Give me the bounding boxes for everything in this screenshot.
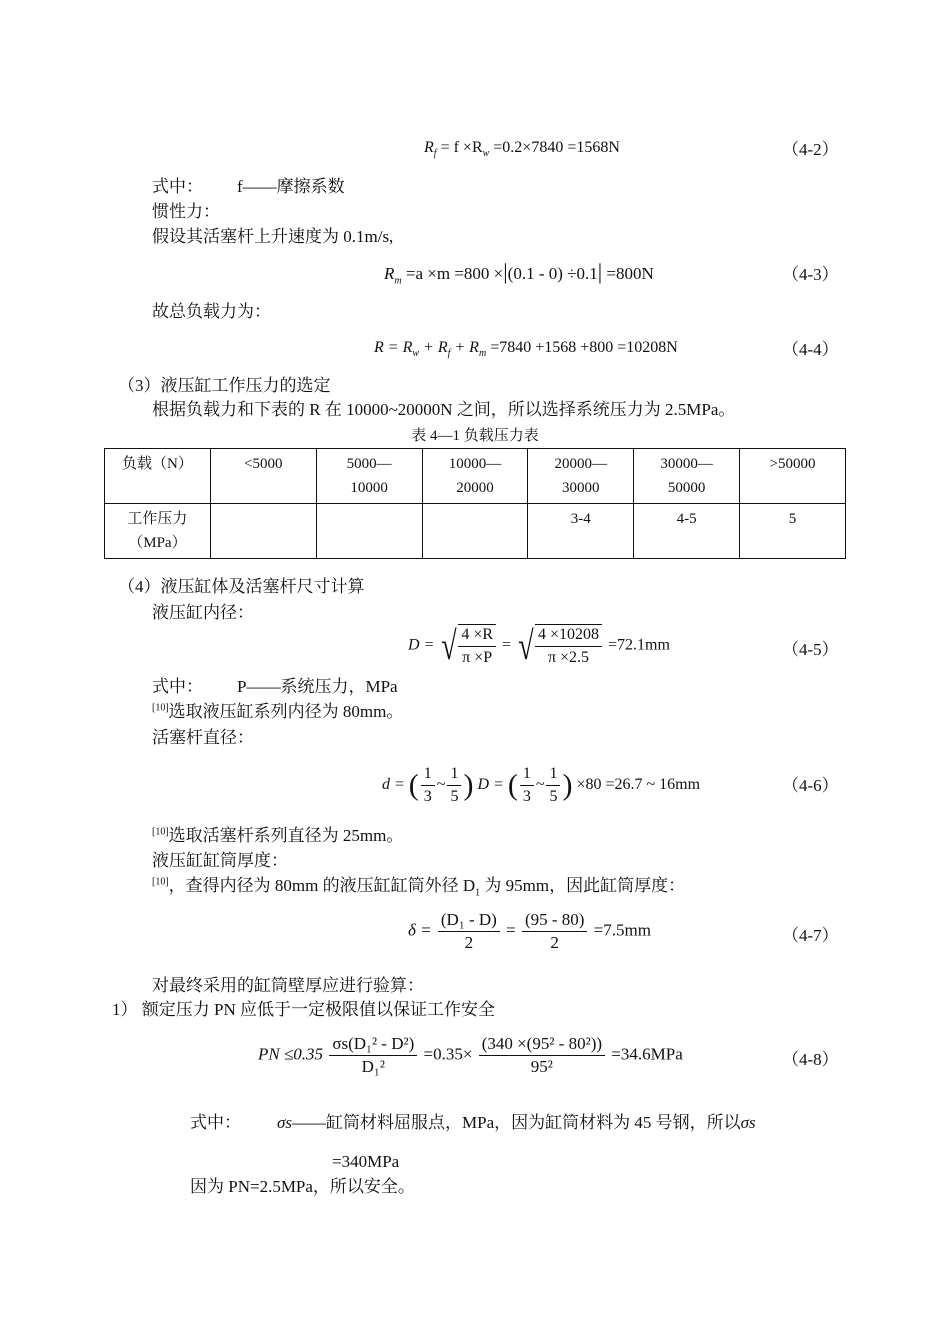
table-cell: 工作压力 （MPa）: [105, 504, 211, 559]
text-line: 故总负载力为：: [152, 302, 271, 321]
table-cell: 30000— 50000: [634, 449, 740, 504]
equation-4-5: D = √ $\frac{4 \times R}{\pi \times P}$ = √ $\frac{4 \times 10208}{\pi \times 2.5}$ =72.1mm: [408, 623, 670, 668]
text-line: 惯性力：: [152, 202, 220, 221]
text-line: 液压缸内径：: [152, 603, 254, 622]
equation-number: （4-4）: [782, 340, 839, 359]
equation-4-6: d = ( $\frac{1}{3}$ ~ $\frac{1}{5}$ ) D = ( $\frac{1}{3}$ ~ $\frac{1}{5}$ ) ×80 =26.7 ~ 16mm: [382, 765, 701, 805]
equation-4-7: δ = $\frac{\text{(D₁ - D)}}{2}$ = $\frac{(95 - 80)}{2}$ =7.5mm: [408, 910, 651, 952]
text-line: 因为 PN=2.5MPa，所以安全。: [190, 1177, 415, 1196]
text-line: 式中： σs——缸筒材料屈服点，MPa，因为缸筒材料为 45 号钢，所以σs: [190, 1113, 756, 1132]
text-line: =340MPa: [332, 1152, 400, 1171]
table-cell: [316, 504, 422, 559]
table-cell: 5: [740, 504, 846, 559]
equation-4-4: $R = R_w + R_f + R_m =7840 +1568 +800 =10208N$: [374, 339, 678, 360]
equation-4-2: $R_f = f \times R_w =0.2\times 7840 =1568N$: [424, 139, 620, 160]
text-line: 假设其活塞杆上升速度为 0.1m/s,: [152, 227, 394, 246]
table-cell: [422, 504, 528, 559]
section-heading: （3）液压缸工作压力的选定: [118, 376, 331, 395]
table-caption: 表 4—1 负载压力表: [411, 428, 539, 444]
equation-4-8: PN ≤0.35 $\frac{\text{σs(D₁² - D²)}}{\text{D₁²}}$ =0.35× $\frac{\text{(340 ×(95² - 80²))}}{\text{95²}}$ =34.6MPa: [258, 1034, 683, 1076]
equation-number: （4-5）: [782, 640, 839, 659]
table-cell: 3-4: [528, 504, 634, 559]
equation-number: （4-8）: [782, 1050, 839, 1069]
table-row: [105, 449, 846, 504]
table-cell: 20000— 30000: [528, 449, 634, 504]
text-line: [10]选取活塞杆系列直径为 25mm。: [152, 826, 404, 845]
section-heading: （4）液压缸体及活塞杆尺寸计算: [118, 577, 365, 596]
table-cell: [210, 504, 316, 559]
equation-number: （4-2）: [782, 140, 839, 159]
text-line: 根据负载力和下表的 R 在 10000~20000N 之间，所以选择系统压力为 2.5MPa。: [152, 400, 736, 419]
text-line: 式中： P——系统压力，MPa: [152, 677, 398, 696]
equation-4-3: $R_m =a \times m =800 \times|(0.1 - 0) \div 0.1| =800N$: [384, 259, 654, 287]
equation-number: （4-6）: [782, 776, 839, 795]
text-line: [10]，查得内径为 80mm 的液压缸缸筒外径 $D_1$ 为 95mm，因此缸筒厚度：: [152, 876, 686, 899]
text-line: 液压缸缸筒厚度：: [152, 851, 288, 870]
load-pressure-table: [104, 448, 846, 559]
table-cell: >50000: [740, 449, 846, 504]
table-cell: 4-5: [634, 504, 740, 559]
equation-number: （4-3）: [782, 265, 839, 284]
text-line: 1） 额定压力 PN 应低于一定极限值以保证工作安全: [112, 1000, 495, 1019]
table-cell: <5000: [210, 449, 316, 504]
text-line: [10]选取液压缸系列内径为 80mm。: [152, 702, 404, 721]
table-cell: 10000— 20000: [422, 449, 528, 504]
table-cell: 5000— 10000: [316, 449, 422, 504]
text-line: 式中： f——摩擦系数: [152, 177, 345, 196]
text-line: 对最终采用的缸筒壁厚应进行验算：: [152, 976, 424, 995]
table-cell: 负载（N）: [105, 449, 211, 504]
equation-number: （4-7）: [782, 926, 839, 945]
text-line: 活塞杆直径：: [152, 728, 254, 747]
table-row: [105, 504, 846, 559]
